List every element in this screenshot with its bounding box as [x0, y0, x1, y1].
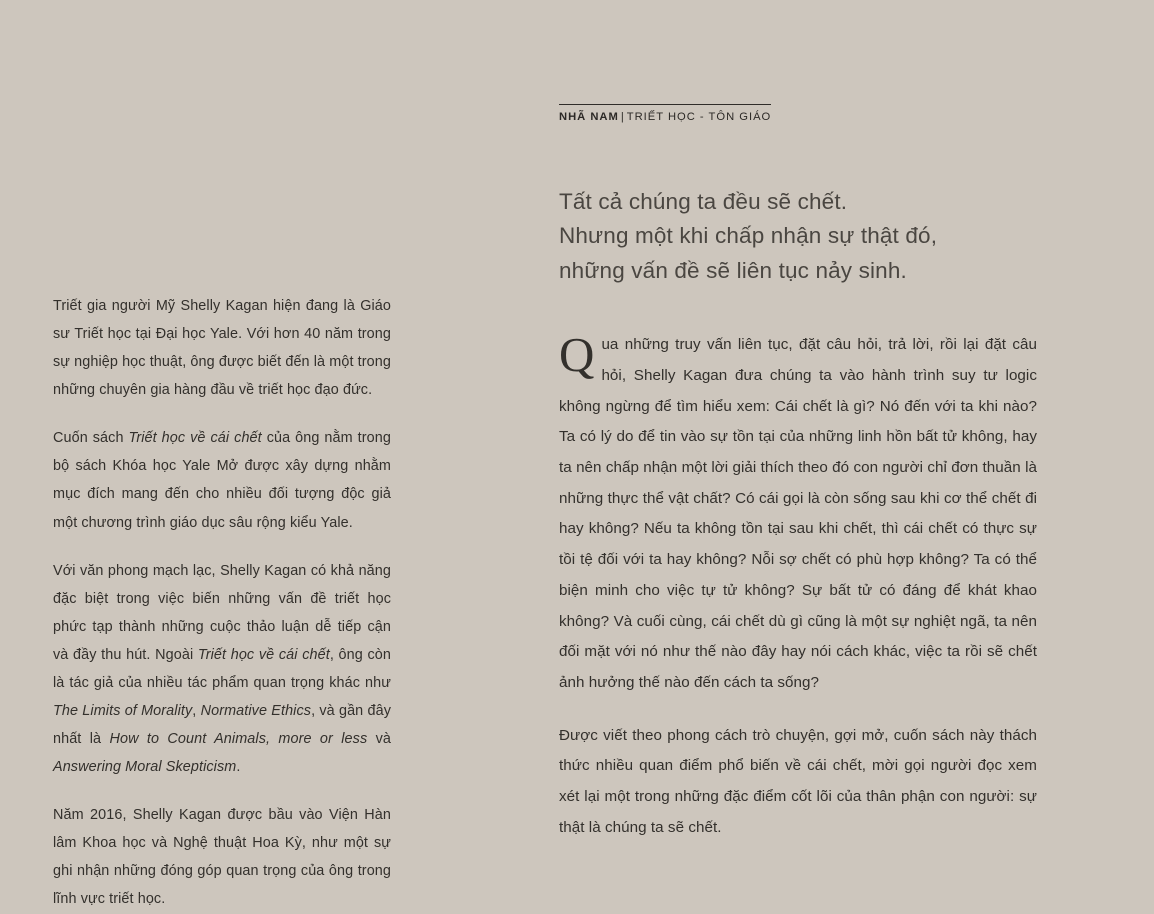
book-title-triet-hoc-ve-cai-chet: Triết học về cái chết: [128, 430, 262, 447]
kicker-category: TRIẾT HỌC - TÔN GIÁO: [626, 111, 772, 123]
bio-p3-text-b: , ông còn là tác giả của nhiều tác phẩm quan trọng khác như: [53, 646, 392, 691]
headline-line-2: Nhưng một khi chấp nhận sự thật đó,: [559, 223, 938, 249]
kicker-separator: |: [620, 111, 625, 123]
bio-paragraph-3: [53, 557, 391, 782]
headline: [559, 185, 1037, 288]
headline-line-1: Tất cả chúng ta đều sẽ chết.: [559, 189, 848, 214]
book-title-answering-moral-skepticism: Answering Moral Skepticism: [53, 759, 237, 776]
body-paragraph-2: Được viết theo phong cách trò chuyện, gợi mở, cuốn sách này thách thức nhiều quan điểm phổ biến về cái chết, mời gọi người đọc xem xét lại một trong những đặc điểm cốt lõi của thân phận con người: sự thật là chúng ta sẽ chết.: [559, 726, 1037, 836]
book-title-normative-ethics: Normative Ethics: [200, 703, 312, 720]
publisher-kicker: [559, 104, 771, 123]
bio-paragraph-1: Triết gia người Mỹ Shelly Kagan hiện đang là Giáo sư Triết học tại Đại học Yale. Với hơn 40 năm trong sự nghiệp học thuật, ông được biết đến là một trong những chuyên gia hàng đầu về triết học đạo đức.: [53, 298, 391, 399]
main-content-column: [559, 104, 1037, 844]
bio-p3-text-a: Với văn phong mạch lạc, Shelly Kagan có khả năng đặc biệt trong việc biến những vấn đề triết học phức tạp thành những cuộc thảo luận dễ tiếp cận và đầy thu hút. Ngoài: [53, 562, 391, 663]
book-title-the-limits-of-morality: The Limits of Morality: [53, 703, 193, 720]
drop-cap: Q: [559, 327, 595, 383]
kicker-text: [559, 111, 771, 123]
author-bio-column: [53, 292, 391, 914]
bio-p2-text-a: Cuốn sách: [53, 430, 129, 447]
bio-p3-text-d: , và gần đây nhất là: [53, 703, 391, 748]
bio-p3-text-e: và: [367, 731, 391, 748]
body-text: [559, 327, 1037, 843]
bio-p2-text-b: của ông nằm trong bộ sách Khóa học Yale Mở được xây dựng nhằm mục đích mang đến cho nhiều đối tượng độc giả một chương trình giáo dục sâu rộng kiểu Yale.: [53, 430, 391, 531]
bio-p3-text-f: .: [236, 759, 241, 776]
publisher-name: NHÃ NAM: [559, 111, 619, 123]
book-title-how-to-count-animals: How to Count Animals, more or less: [109, 731, 368, 748]
body-paragraph-1-text: ua những truy vấn liên tục, đặt câu hỏi, trả lời, rồi lại đặt câu hỏi, Shelly Kagan đưa chúng ta vào hành trình suy tư logic không ngừng để tìm hiểu xem: Cái chết là gì? Nó đến với ta khi nào? Ta có lý do để tin vào sự tồn tại của những linh hồn bất tử không, hay ta nên chấp nhận một lời giải thích theo đó con người chỉ đơn thuần là những thực thể vật chất? Có cái gọi là còn sống sau khi cơ thể chết đi hay không? Nếu ta không tồn tại sau khi chết, thì cái chết có thực sự tồi tệ đối với ta hay không? Nỗi sợ chết có phù hợp không? Ta có thể biện minh cho việc tự tử không? Sự bất tử có đáng để khát khao không? Và cuối cùng, cái chết dù gì cũng là một sự nghiệt ngã, ta nên đối mặt với nó như thế nào đây hay nói cách khác, việc ta rồi sẽ chết ảnh hưởng thế nào đến cách ta sống?: [559, 336, 1037, 691]
bio-paragraph-2: [53, 424, 391, 536]
body-paragraph-1: [559, 327, 1037, 698]
bio-paragraph-4: Năm 2016, Shelly Kagan được bầu vào Viện Hàn lâm Khoa học và Nghệ thuật Hoa Kỳ, như một sự ghi nhận những đóng góp quan trọng của ông trong lĩnh vực triết học.: [53, 807, 391, 908]
bio-p3-text-c: ,: [192, 703, 201, 720]
book-title-triet-hoc-ve-cai-chet-2: Triết học về cái chết: [197, 646, 330, 663]
headline-line-3: những vấn đề sẽ liên tục nảy sinh.: [559, 257, 907, 283]
